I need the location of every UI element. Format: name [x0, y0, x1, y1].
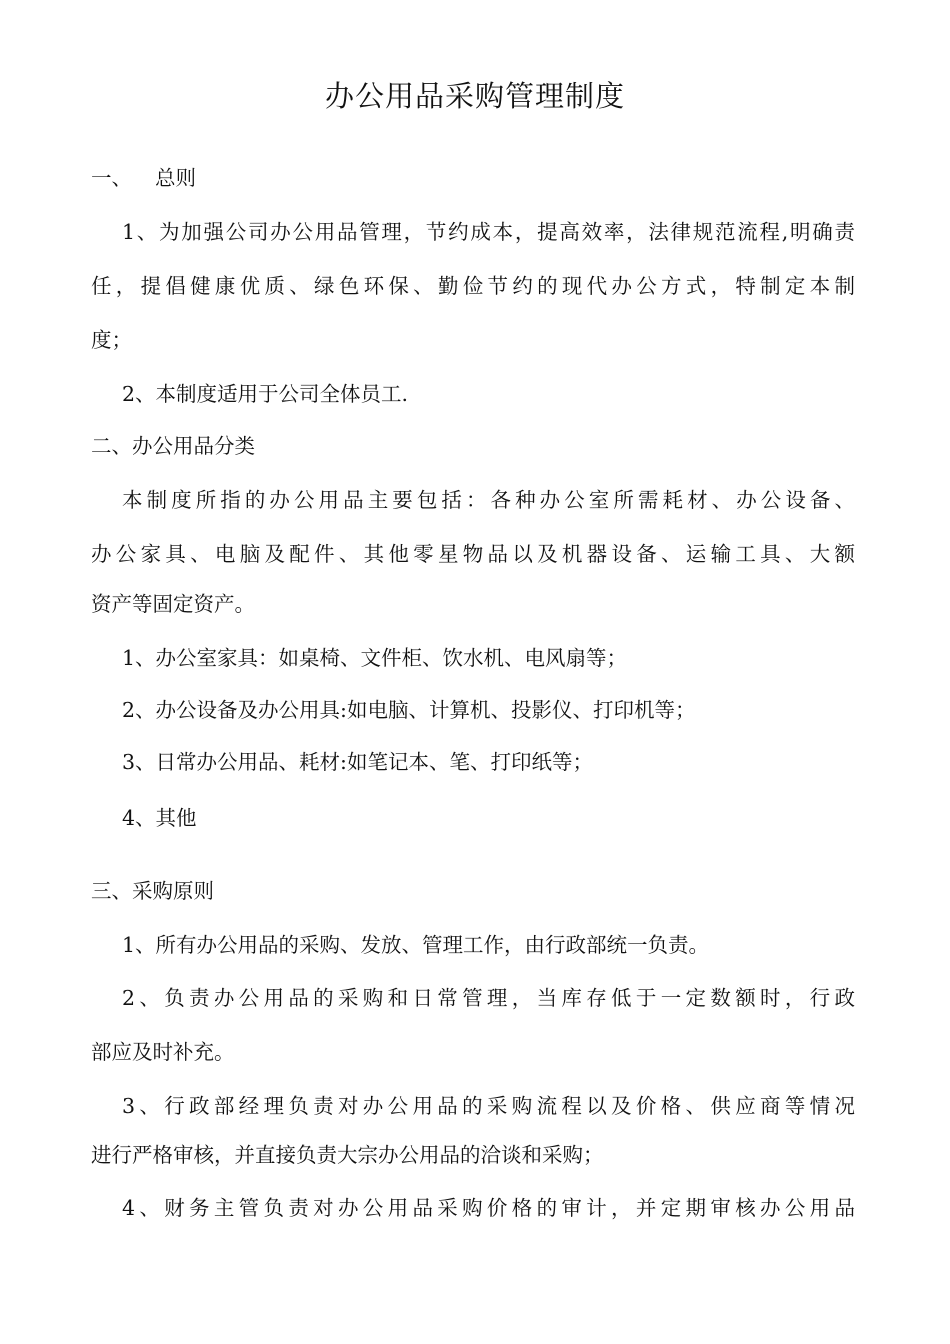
paragraph-line: 度；	[91, 328, 132, 352]
section-number: 一、	[91, 166, 132, 190]
section-heading-general	[91, 163, 855, 193]
paragraph-line: 4、财务主管负责对办公用品采购价格的审计，并定期审核办公用品	[122, 1196, 855, 1220]
section-heading-categories: 二、办公用品分类	[91, 434, 255, 458]
paragraph-line: 进行严格审核，并直接负责大宗办公用品的洽谈和采购；	[91, 1143, 604, 1167]
paragraph-line: 本制度所指的办公用品主要包括：各种办公室所需耗材、办公设备、	[122, 488, 855, 512]
list-item: 3、日常办公用品、耗材:如笔记本、笔、打印纸等；	[122, 750, 593, 774]
list-item: 2、办公设备及办公用具:如电脑、计算机、投影仪、打印机等；	[122, 698, 696, 722]
section-heading-principles: 三、采购原则	[91, 879, 214, 903]
paragraph-line: 1、为加强公司办公用品管理，节约成本，提高效率，法律规范流程,明确责	[122, 220, 855, 244]
paragraph-line: 2、本制度适用于公司全体员工.	[122, 382, 409, 406]
document-title: 办公用品采购管理制度	[324, 79, 625, 113]
list-item: 4、其他	[122, 806, 197, 830]
paragraph-line: 1、所有办公用品的采购、发放、管理工作，由行政部统一负责。	[122, 933, 710, 957]
list-item: 1、办公室家具：如桌椅、文件柜、饮水机、电风扇等；	[122, 646, 628, 670]
paragraph-line: 部应及时补充。	[91, 1040, 235, 1064]
paragraph-line: 3、行政部经理负责对办公用品的采购流程以及价格、供应商等情况	[122, 1094, 855, 1118]
section-title: 总则	[155, 166, 196, 190]
paragraph-line: 任，提倡健康优质、绿色环保、勤俭节约的现代办公方式，特制定本制	[91, 274, 855, 298]
paragraph-line: 办公家具、电脑及配件、其他零星物品以及机器设备、运输工具、大额	[91, 542, 855, 566]
paragraph-line: 资产等固定资产。	[91, 592, 255, 616]
paragraph-line: 2、负责办公用品的采购和日常管理，当库存低于一定数额时，行政	[122, 986, 855, 1010]
